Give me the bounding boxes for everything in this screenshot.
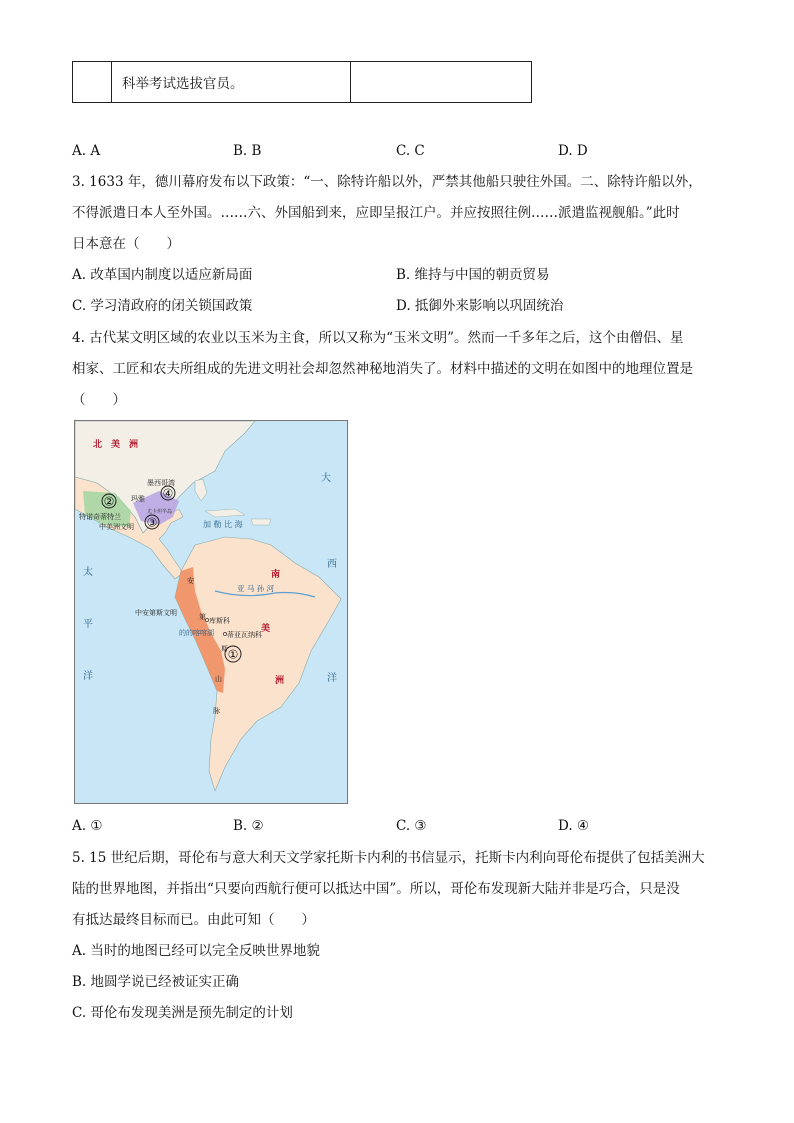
svg-text:④: ④ — [162, 486, 174, 501]
label-amazon: 亚 马 孙 河 — [237, 584, 275, 593]
label-gulf-mexico: 墨西哥湾 — [147, 479, 175, 487]
marker-4 — [161, 486, 175, 501]
label-andes-2: 第 — [199, 613, 206, 621]
q3-option-a[interactable]: A. 改革国内制度以适应新局面 — [72, 267, 253, 283]
q5-stem-line-1: 5. 15 世纪后期，哥伦布与意大利天文学家托斯卡内利的书信显示，托斯卡内利向哥伦布提供了包括美洲大 — [72, 850, 705, 866]
label-pacific-3: 洋 — [83, 671, 93, 682]
q4-stem-line-2: 相家、工匠和农夫所组成的先进文明社会却忽然神秘地消失了。材料中描述的文明在如图中的地理位置是 — [72, 361, 693, 377]
q3-stem-line-1: 3. 1633 年，德川幕府发布以下政策：“一、除特许船以外，严禁其他船只驶往外国。二、除特许船以外， — [72, 174, 702, 190]
label-tenochtitlan: 特诺奇蒂特兰 — [79, 513, 121, 521]
label-cusco: 库斯科 — [209, 617, 230, 625]
svg-text:①: ① — [227, 647, 239, 662]
label-south-2: 美 — [261, 624, 271, 634]
answer-table — [72, 61, 532, 103]
q5-stem-line-2: 陆的世界地图，并指出“只要向西航行便可以抵达中国”。所以，哥伦布发现新大陆并非是巧合，只是没 — [72, 881, 680, 897]
hispaniola-island — [251, 519, 271, 525]
q4-stem-line-3: （ ） — [72, 392, 126, 408]
label-atlantic-1: 大 — [321, 473, 331, 484]
table-cell-text: 科举考试选拔官员。 — [112, 62, 351, 103]
q4-option-b[interactable]: B. ② — [233, 818, 264, 834]
q3-stem-line-3: 日本意在（ ） — [72, 236, 180, 252]
q3-option-c[interactable]: C. 学习清政府的闭关锁国政策 — [72, 298, 253, 314]
label-south-1: 南 — [271, 570, 281, 580]
q2-option-b[interactable]: B. B — [233, 143, 262, 159]
label-south-3: 洲 — [275, 676, 285, 686]
marker-3 — [145, 515, 159, 530]
q5-option-a[interactable]: A. 当时的地图已经可以完全反映世界地貌 — [72, 943, 320, 959]
q3-option-b[interactable]: B. 维持与中国的朝贡贸易 — [396, 267, 550, 283]
q2-option-d[interactable]: D. D — [558, 143, 588, 159]
table-cell-empty — [73, 62, 112, 103]
q4-option-d[interactable]: D. ④ — [558, 818, 590, 834]
marker-2 — [102, 494, 116, 509]
label-andes-5: 脉 — [213, 707, 220, 715]
label-andes-4: 山 — [215, 675, 222, 683]
q4-stem-line-1: 4. 古代某文明区域的农业以玉米为主食，所以又称为“玉米文明”。然而一千多年之后，这个由僧侣、星 — [72, 330, 684, 346]
q2-option-a[interactable]: A. A — [72, 143, 101, 159]
table-cell-empty-right — [351, 62, 532, 103]
q3-stem-line-2: 不得派遣日本人至外国。……六、外国船到来，应即呈报江户。并应按照往例……派遣监视舰船。”此时 — [72, 205, 680, 221]
label-north-america: 北 美 洲 — [93, 440, 139, 450]
q5-option-b[interactable]: B. 地圆学说已经被证实正确 — [72, 974, 240, 990]
label-titicaca: 的的喀喀湖 — [179, 629, 214, 637]
americas-civilization-map — [74, 420, 348, 804]
label-andes-3: 斯 — [221, 645, 228, 653]
label-tiwanaku: 蒂亚瓦纳科 — [227, 631, 262, 639]
q2-option-c[interactable]: C. C — [396, 143, 425, 159]
q4-option-a[interactable]: A. ① — [72, 818, 103, 834]
label-pacific-2: 平 — [83, 619, 93, 630]
label-atlantic-3: 洋 — [327, 673, 337, 684]
label-yucatan: 尤卡坦半岛 — [147, 509, 173, 515]
label-maya: 玛雅 — [131, 495, 145, 503]
label-pacific-1: 太 — [83, 567, 93, 578]
label-central-america: 中美洲文明 — [99, 523, 134, 531]
label-atlantic-2: 西 — [327, 559, 337, 570]
label-andes-1: 安 — [187, 577, 194, 585]
svg-text:②: ② — [103, 494, 115, 509]
label-caribbean: 加 勒 比 海 — [203, 520, 243, 529]
svg-text:③: ③ — [146, 515, 158, 530]
label-central-andes: 中安第斯文明 — [135, 609, 177, 617]
q4-option-c[interactable]: C. ③ — [396, 818, 427, 834]
q5-option-c[interactable]: C. 哥伦布发现美洲是预先制定的计划 — [72, 1005, 293, 1021]
q3-option-d[interactable]: D. 抵御外来影响以巩固统治 — [396, 298, 564, 314]
q5-stem-line-3: 有抵达最终目标而已。由此可知（ ） — [72, 912, 315, 928]
